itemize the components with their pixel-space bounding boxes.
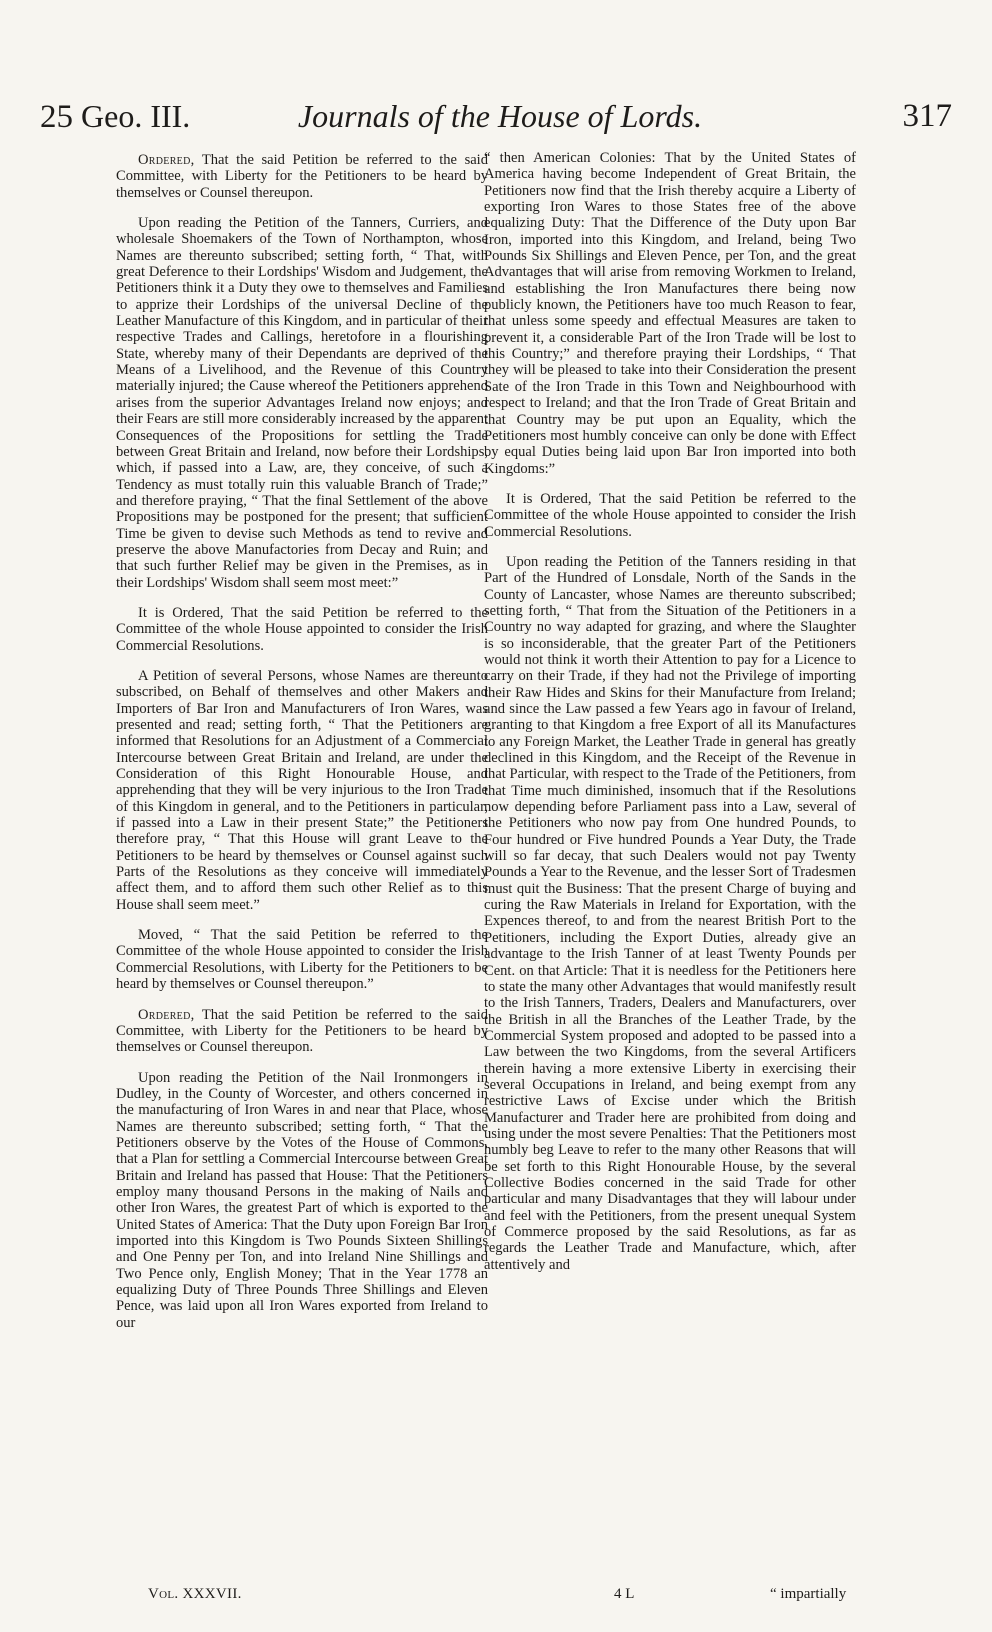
paragraph-lead: Ordered, xyxy=(138,152,195,168)
paragraph-text: A Petition of several Persons, whose Names are thereunto subscribed, on Behalf of themselves and other Makers and Importers of Bar Iron and Manufacturers of Iron Wares, was presented and read; setting forth, “ That the Petitioners are informed that Resolutions for an Adjustment of a Commercial Intercourse between Great Britain and Ireland, are under the Consideration of this Right Honourable House, and apprehending that they will be very injurious to the Iron Trade of this Kingdom in general, and to the Petitioners in particular, if passed into a Law in their present State;” the Petitioners therefore pray, “ That this House will grant Leave to the Petitioners to be heard by themselves or Counsel against such Parts of the Resolutions as they conceive will immediately affect them, and to afford them such other Relief as to this House shall seem meet.” xyxy=(116,667,488,913)
paragraph xyxy=(116,152,488,201)
paragraph-text: Upon reading the Petition of the Nail Ironmongers in Dudley, in the County of Worcester, and others concerned in the manufacturing of Iron Wares in and near that Place, whose Names are thereunto subscribed; setting forth, “ That the Petitioners observe by the Votes of the House of Commons, that a Plan for settling a Commercial Intercourse between Great Britain and Ireland has passed that House: That the Petitioners employ many thousand Persons in the making of Nails and other Iron Wares, the greatest Part of which is exported to the United States of America: That the Duty upon Foreign Bar Iron imported into this Kingdom is Two Pounds Sixteen Shillings and One Penny per Ton, and into Ireland Nine Shillings and Two Pence only, English Money; That in the Year 1778 an equalizing Duty of Three Pounds Three Shillings and Eleven Pence, was laid upon all Iron Wares exported from Ireland to our xyxy=(116,1069,488,1331)
paragraph-continued xyxy=(484,150,856,477)
paragraph xyxy=(116,605,488,654)
left-column xyxy=(116,152,488,1345)
paragraph xyxy=(116,1070,488,1332)
paragraph-text: “ then American Colonies: That by the United States of America having become Independent of Great Britain, the Petitioners now find that the Irish thereby acquire a Liberty of exporting Iron Wares to those States free of the above equalizing Duty: That the Difference of the Duty upon Bar Iron, imported into this Kingdom, and Ireland, being Two Pounds Six Shillings and Eleven Pence, per Ton, and the great Advantages that will arise from removing Workmen to Ireland, and establishing the Iron Manufactures there being now publicly known, the Petitioners have too much Reason to fear, that unless some speedy and effectual Measures are taken to prevent it, a considerable Part of the Iron Trade will be lost to this Country;” and therefore praying their Lordships, “ That they will be pleased to take into their Consideration the present Sate of the Iron Trade in this Town and Neighbourhood with respect to Ireland; and that the Iron Trade of Great Britain and that Country may be put upon an Equality, which the Petitioners most humbly conceive can only be done with Effect by equal Duties being laid upon Bar Iron imported into both Kingdoms:” xyxy=(484,150,856,477)
regnal-year-reign: Geo. III. xyxy=(81,98,191,134)
regnal-year-number: 25 xyxy=(40,99,73,135)
volume-number: Vol. XXXVII. xyxy=(148,1586,242,1602)
paragraph-text: That the said Petition be referred to the said Committee, with Liberty for the Petitioners to be heard by themselves or Counsel thereupon. xyxy=(116,1006,488,1056)
paragraph xyxy=(116,927,488,992)
regnal-year xyxy=(40,98,190,136)
paragraph xyxy=(116,1007,488,1056)
right-column xyxy=(484,150,856,1287)
paragraph-text: That the said Petition be referred to the said Committee, with Liberty for the Petitioners to be heard by themselves or Counsel thereupon. xyxy=(116,152,488,201)
paragraph xyxy=(116,215,488,591)
page-header xyxy=(40,98,952,142)
paragraph-text: Moved, “ That the said Petition be referred to the Committee of the whole House appointed to consider the Irish Commercial Resolutions, with Liberty for the Petitioners to be heard by themselves or Counsel thereupon.” xyxy=(116,927,488,993)
page-number: 317 xyxy=(902,98,952,134)
paragraph xyxy=(484,554,856,1273)
signature-mark: 4 L xyxy=(614,1586,635,1602)
page-footer xyxy=(40,1586,952,1610)
journal-title: Journals of the House of Lords. xyxy=(297,98,703,134)
paragraph xyxy=(116,668,488,913)
paragraph xyxy=(484,491,856,540)
paragraph-text: Upon reading the Petition of the Tanners, Curriers, and wholesale Shoemakers of the Town of Northampton, whose Names are thereunto subscribed; setting forth, “ That, with great Deference to their Lordships' Wisdom and Judgement, the Petitioners think it a Duty they owe to themselves and Families to apprize their Lordships of the universal Decline of the Leather Manufacture of this Kingdom, and in particular of their respective Trades and Callings, heretofore in a flourishing State, whereby many of their Dependants are deprived of the Means of a Livelihood, and the Revenue of this Country materially injured; the Cause whereof the Petitioners apprehend arises from the superior Advantages Ireland now enjoys; and their Fears are still more considerably increased by the apparent Consequences of the Propositions for settling the Trade between Great Britain and Ireland, now before their Lordships, which, if passed into a Law, are, they conceive, of such a Tendency as must totally ruin this valuable Branch of Trade;” and therefore praying, “ That the final Settlement of the above Propositions may be postponed for the present; that sufficient Time be given to devise such Methods as tend to revive and preserve the above Manufactories from Decay and Ruin; and that such further Relief may be given in the Premises, as in their Lordships' Wisdom shall seem most meet:” xyxy=(116,215,489,591)
paragraph-text: Upon reading the Petition of the Tanners residing in that Part of the Hundred of Lonsdale, North of the Sands in the County of Lancaster, whose Names are thereunto subscribed; setting forth, “ That from the Situation of the Petitioners in a Country no way adapted for grazing, and where the Slaughter is so inconsiderable, that the greater Part of the Petitioners would not think it worth their Attention to pay for a Licence to carry on their Trade, if they had not the Privilege of importing their Raw Hides and Skins for their Manufacture from Ireland; and since the Law passed a few Years ago in favour of Ireland, granting to that Kingdom a free Export of all its Manufactures to any Foreign Market, the Leather Trade in general has greatly declined in this Kingdom, and the Receipt of the Revenue in that Particular, with respect to the Trade of the Petitioners, from that Time much diminished, insomuch that if the Resolutions now depending before Parliament pass into a Law, several of the Petitioners who now pay from One hundred Pounds, to Four hundred or Five hundred Pounds a Year Duty, the Trade will so far decay, that such Dealers would not pay Twenty Pounds a Year to the Revenue, and the lesser Sort of Tradesmen must quit the Business: That the present Charge of buying and curing the Raw Materials in Ireland for Exportation, with the Expences thereof, to and from the nearest British Port to the Petitioners, including the Export Duties, already give an advantage to the Irish Tanner of at least Twenty Pounds per Cent. on that Article: That it is needless for the Petitioners here to state the many other Advantages that would manifestly result to the Irish Tanners, Traders, Dealers and Manufacturers, over the British in all the Branches of the Leather Trade, by the Commercial System proposed and adopted to be passed into a Law between the two Kingdoms, from the several Artificers therein having a more extensive Liberty in exercising their several Occupations in Ireland, and being exempt from any restrictive Laws of Excise under which the British Manufacturer and Trader here are prohibited from doing and using under the most severe Penalties: That the Petitioners most humbly beg Leave to refer to the many other Reasons that will be set forth to this Right Honourable House, by the several Collective Bodies concerned in the said Trade for other particular and many Disadvantages that they will labour under and feel with the Petitioners, from the present unequal System of Commerce proposed by the said Resolutions, as far as regards the Leather Trade and Manufacture, which, after attentively and xyxy=(484,553,856,1273)
catchword: “ impartially xyxy=(770,1586,847,1602)
paragraph-text: It is Ordered, That the said Petition be referred to the Committee of the whole House appointed to consider the Irish Commercial Resolutions. xyxy=(116,604,488,654)
paragraph-lead: Ordered, xyxy=(138,1006,195,1023)
paragraph-text: It is Ordered, That the said Petition be referred to the Committee of the whole House appointed to consider the Irish Commercial Resolutions. xyxy=(484,490,856,540)
